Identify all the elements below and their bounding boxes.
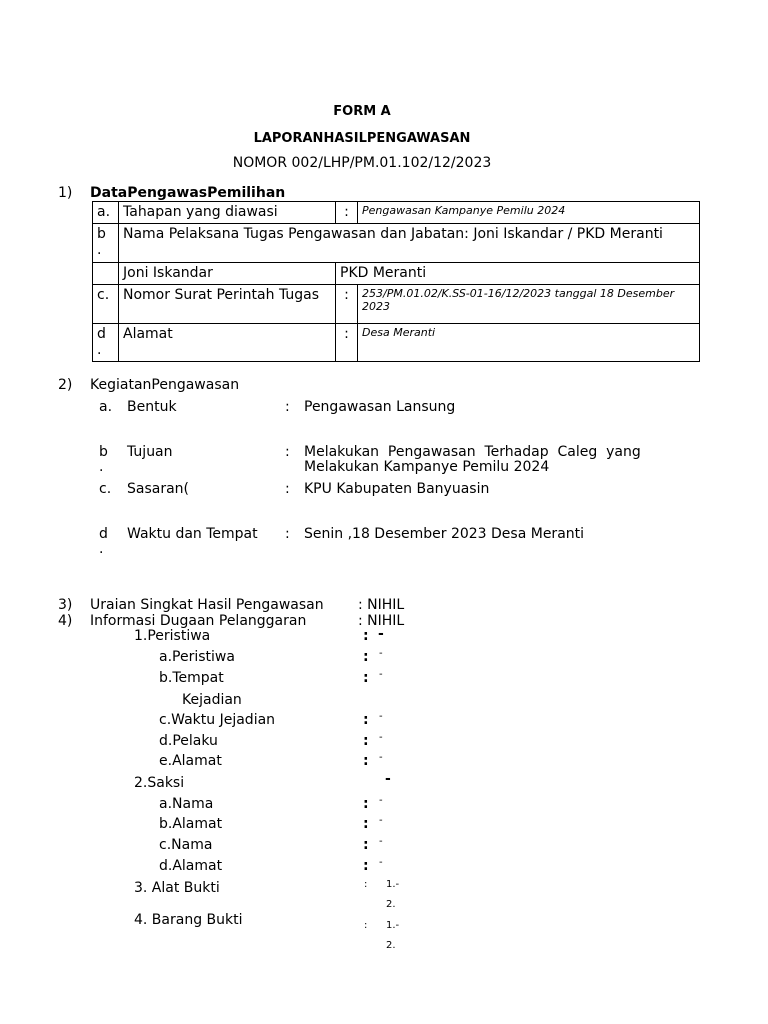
section2-title: KegiatanPengawasan: [90, 377, 240, 393]
row-letter: d .: [93, 324, 119, 362]
saksi-c-label: c.Nama: [159, 837, 213, 853]
row-colon: :: [336, 285, 358, 324]
peristiwa-a-colon: :: [363, 649, 369, 665]
peristiwa-c-colon: :: [363, 712, 369, 728]
row-letter: a.: [93, 202, 119, 224]
peristiwa-title: 1.Peristiwa: [134, 628, 211, 644]
row-label: Nama Pelaksana Tugas Pengawasan dan Jabatan: Joni Iskandar / PKD Meranti: [119, 224, 700, 263]
kegiatan-b-value-line1: Melakukan Pengawasan Terhadap Caleg yang: [304, 444, 641, 460]
kegiatan-b-value-line2: Melakukan Kampanye Pemilu 2024: [304, 459, 550, 475]
pengawas-jabatan: PKD Meranti: [336, 263, 700, 285]
row-letter: c.: [93, 285, 119, 324]
row-letter: b .: [93, 224, 119, 263]
peristiwa-a-label: a.Peristiwa: [159, 649, 235, 665]
pengawas-name: Joni Iskandar: [119, 263, 336, 285]
table-row: [93, 324, 700, 362]
saksi-a-label: a.Nama: [159, 796, 214, 812]
peristiwa-d-label: d.Pelaku: [159, 733, 218, 749]
table-row: [93, 202, 700, 224]
kegiatan-c-value: KPU Kabupaten Banyuasin: [304, 481, 490, 497]
kegiatan-b-letter: b: [99, 444, 108, 460]
alat-bukti-label: 3. Alat Bukti: [134, 880, 220, 896]
kegiatan-a-label: Bentuk: [127, 399, 177, 415]
kegiatan-d-colon: :: [285, 526, 290, 542]
table-row: [93, 263, 700, 285]
peristiwa-b-dash: -: [379, 669, 383, 680]
saksi-d-label: d.Alamat: [159, 858, 223, 874]
section1-title: DataPengawasPemilihan: [90, 185, 286, 201]
saksi-b-label: b.Alamat: [159, 816, 223, 832]
section2-number: 2): [58, 377, 73, 393]
alat-bukti-item-2: 2.: [386, 899, 396, 910]
saksi-b-colon: :: [363, 816, 369, 832]
saksi-a-dash: -: [379, 795, 383, 806]
peristiwa-d-dash: -: [379, 732, 383, 743]
peristiwa-b-label2: Kejadian: [182, 692, 242, 708]
barang-bukti-item-2: 2.: [386, 940, 396, 951]
row-value: Desa Meranti: [358, 324, 700, 362]
empty-cell: [93, 263, 119, 285]
saksi-a-colon: :: [363, 796, 369, 812]
peristiwa-dash: -: [378, 626, 384, 642]
table-row: [93, 224, 700, 263]
kegiatan-c-colon: :: [285, 481, 290, 497]
saksi-d-dash: -: [379, 857, 383, 868]
row-label: Nomor Surat Perintah Tugas: [119, 285, 336, 324]
peristiwa-d-colon: :: [363, 733, 369, 749]
peristiwa-a-dash: -: [379, 648, 383, 659]
section4-label: Informasi Dugaan Pelanggaran: [90, 613, 307, 629]
report-title: LAPORANHASILPENGAWASAN: [253, 131, 471, 146]
kegiatan-d-label: Waktu dan Tempat: [127, 526, 258, 542]
kegiatan-d-letter: d: [99, 526, 108, 542]
section4-value: : NIHIL: [358, 613, 405, 629]
peristiwa-e-dash: -: [379, 752, 383, 763]
row-label: Alamat: [119, 324, 336, 362]
pengawas-table: [92, 201, 700, 362]
kegiatan-b-dot: .: [99, 459, 104, 475]
kegiatan-c-letter: c.: [99, 481, 112, 497]
section3-number: 3): [58, 597, 73, 613]
kegiatan-a-colon: :: [285, 399, 290, 415]
row-label: Tahapan yang diawasi: [119, 202, 336, 224]
peristiwa-colon: :: [363, 628, 369, 644]
saksi-c-colon: :: [363, 837, 369, 853]
saksi-c-dash: -: [379, 836, 383, 847]
saksi-title: 2.Saksi: [134, 775, 185, 791]
kegiatan-b-label: Tujuan: [127, 444, 173, 460]
peristiwa-c-dash: -: [379, 711, 383, 722]
peristiwa-b-label: b.Tempat: [159, 670, 224, 686]
saksi-dash: -: [385, 771, 391, 787]
kegiatan-d-dot: .: [99, 541, 104, 557]
section1-number: 1): [58, 185, 73, 201]
table-row: [93, 285, 700, 324]
row-colon: :: [336, 202, 358, 224]
kegiatan-b-colon: :: [285, 444, 290, 460]
kegiatan-a-value: Pengawasan Lansung: [304, 399, 456, 415]
peristiwa-b-colon: :: [363, 670, 369, 686]
kegiatan-a-letter: a.: [99, 399, 113, 415]
kegiatan-d-value: Senin ,18 Desember 2023 Desa Meranti: [304, 526, 585, 542]
form-label: FORM A: [333, 104, 391, 119]
saksi-d-colon: :: [363, 858, 369, 874]
section4-number: 4): [58, 613, 73, 629]
peristiwa-e-colon: :: [363, 753, 369, 769]
row-value: Pengawasan Kampanye Pemilu 2024: [358, 202, 700, 224]
kegiatan-c-label: Sasaran(: [127, 481, 190, 497]
alat-bukti-item-1: 1.-: [386, 879, 400, 890]
alat-bukti-colon: :: [364, 879, 368, 890]
section3-label: Uraian Singkat Hasil Pengawasan: [90, 597, 324, 613]
row-value: 253/PM.01.02/K.SS-01-16/12/2023 tanggal 18 Desember 2023: [358, 285, 700, 324]
barang-bukti-colon: :: [364, 920, 368, 931]
report-number: NOMOR 002/LHP/PM.01.102/12/2023: [232, 155, 492, 171]
section3-value: : NIHIL: [358, 597, 405, 613]
saksi-b-dash: -: [379, 815, 383, 826]
peristiwa-c-label: c.Waktu Jejadian: [159, 712, 276, 728]
barang-bukti-item-1: 1.-: [386, 920, 400, 931]
peristiwa-e-label: e.Alamat: [159, 753, 222, 769]
barang-bukti-label: 4. Barang Bukti: [134, 912, 243, 928]
row-colon: :: [336, 324, 358, 362]
